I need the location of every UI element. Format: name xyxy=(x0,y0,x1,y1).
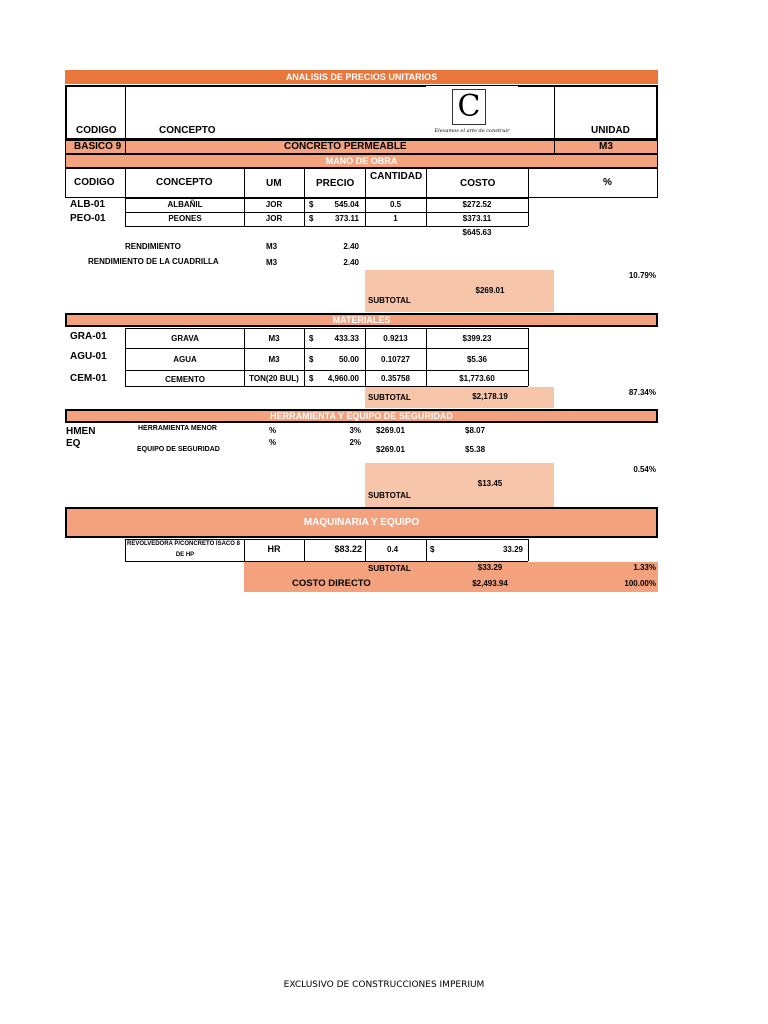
machinery-subtotal-label: SUBTOTAL xyxy=(368,564,411,573)
mat-row-3-concept: CEMENTO xyxy=(165,375,205,384)
machinery-concept-line-1: REVOLVEDORA P/CONCRETO ISACO 8 xyxy=(127,541,240,547)
labor-row-1-price: 545.04 xyxy=(334,200,359,209)
item-code: BASICO 9 xyxy=(74,141,122,152)
materials-section-title: MATERIALES xyxy=(65,313,658,327)
tools-section-title: HERRAMIENTA Y EQUIPO DE SEGURIDAD xyxy=(65,409,658,423)
tools-row-2-concept: EQUIPO DE SEGURIDAD xyxy=(137,446,220,453)
machinery-cost: 33.29 xyxy=(502,545,523,554)
rendimiento-value: 2.40 xyxy=(343,242,359,251)
machinery-pct: 1.33% xyxy=(633,563,656,572)
mat-row-1-code: GRA-01 xyxy=(70,331,107,342)
col-um: UM xyxy=(266,178,282,189)
cuadrilla-unit: M3 xyxy=(266,258,278,267)
mat-row-3-price: 4,960.00 xyxy=(327,374,359,383)
mat-row-3-cost: $1,773.60 xyxy=(459,374,495,383)
col-codigo: CODIGO xyxy=(74,177,115,188)
tools-pct: 0.54% xyxy=(633,465,656,474)
labor-row-1-concept: ALBAÑIL xyxy=(167,200,203,209)
col-cantidad: CANTIDAD xyxy=(370,171,423,182)
tools-row-1-um: % xyxy=(269,426,277,435)
mat-row-3-qty: 0.35758 xyxy=(381,374,410,383)
mat-row-1-currency: $ xyxy=(309,334,314,343)
direct-cost-value: $2,493.94 xyxy=(472,579,508,588)
labor-row-2-um: JOR xyxy=(265,214,283,223)
item-unit: M3 xyxy=(599,141,613,152)
company-logo xyxy=(426,86,518,138)
labor-row-2-currency: $ xyxy=(309,214,314,223)
machinery-qty: 0.4 xyxy=(387,545,399,554)
tools-row-2-base: $269.01 xyxy=(376,445,405,454)
tools-row-1-cost: $8.07 xyxy=(465,426,486,435)
tools-code-1: HMEN xyxy=(66,426,96,437)
direct-cost-label: COSTO DIRECTO xyxy=(292,578,371,589)
labor-subtotal-label: SUBTOTAL xyxy=(368,296,411,305)
labor-row-1-qty: 0.5 xyxy=(389,200,402,209)
header-unidad: UNIDAD xyxy=(591,125,630,136)
tools-row-2-rate: 2% xyxy=(349,438,361,447)
labor-row-1-um: JOR xyxy=(265,200,283,209)
direct-cost-pct: 100.00% xyxy=(624,579,656,588)
labor-pct: 10.79% xyxy=(628,271,656,280)
tools-row-1-concept: HERRAMIENTA MENOR xyxy=(138,425,217,432)
mat-row-1-cost: $399.23 xyxy=(462,334,492,343)
rendimiento-label: RENDIMIENTO xyxy=(125,242,181,251)
labor-row-1-cost: $272.52 xyxy=(462,200,492,209)
tools-row-1-rate: 3% xyxy=(349,426,361,435)
tools-code-2: EQ xyxy=(66,438,81,449)
materials-subtotal: $2,178.19 xyxy=(472,392,508,401)
mat-row-2-um: M3 xyxy=(268,355,280,364)
labor-row-2-concept: PEONES xyxy=(168,214,202,223)
machinery-section-title: MAQUINARIA Y EQUIPO xyxy=(65,507,658,538)
cuadrilla-value: 2.40 xyxy=(343,258,359,267)
cuadrilla-label: RENDIMIENTO DE LA CUADRILLA xyxy=(88,257,219,266)
logo-tagline: Elevamos el arte de construir xyxy=(434,128,510,134)
machinery-subtotal: $33.29 xyxy=(477,563,503,572)
materials-subtotal-label: SUBTOTAL xyxy=(368,393,411,402)
mat-row-3-code: CEM-01 xyxy=(70,373,107,384)
col-precio: PRECIO xyxy=(316,178,355,189)
header-codigo: CODIGO xyxy=(76,125,117,136)
mat-row-2-concept: AGUA xyxy=(173,355,197,364)
col-pct: % xyxy=(603,177,612,188)
labor-row-2-qty: 1 xyxy=(393,214,398,223)
footer-text: EXCLUSIVO DE CONSTRUCCIONES IMPERIUM xyxy=(283,980,485,990)
mat-row-2-qty: 0.10727 xyxy=(381,355,410,364)
mat-row-1-qty: 0.9213 xyxy=(383,334,408,343)
labor-total: $645.63 xyxy=(462,228,492,237)
mat-row-1-price: 433.33 xyxy=(334,334,359,343)
col-costo: COSTO xyxy=(460,178,496,189)
labor-subtotal: $269.01 xyxy=(475,286,505,295)
header-box xyxy=(65,85,658,140)
machinery-price: $83.22 xyxy=(334,544,362,554)
logo-letters: C xyxy=(457,89,481,124)
labor-section-title: MANO DE OBRA xyxy=(65,154,658,168)
mat-row-3-currency: $ xyxy=(309,374,314,383)
mat-row-1-um: M3 xyxy=(268,334,280,343)
mat-row-1-concept: GRAVA xyxy=(171,334,199,343)
mat-row-2-currency: $ xyxy=(309,355,314,364)
machinery-um: HR xyxy=(267,544,281,554)
sheet-title: ANALISIS DE PRECIOS UNITARIOS xyxy=(65,70,658,84)
col-concepto: CONCEPTO xyxy=(156,177,213,188)
tools-row-1-base: $269.01 xyxy=(376,426,405,435)
header-concepto: CONCEPTO xyxy=(159,125,216,136)
labor-column-headers xyxy=(65,168,658,198)
mat-row-3-um: TON(20 BUL) xyxy=(249,374,299,383)
tools-subtotal: $13.45 xyxy=(477,479,503,488)
mat-row-2-price: 50.00 xyxy=(338,355,359,364)
item-name: CONCRETO PERMEABLE xyxy=(284,141,407,152)
labor-row-1-currency: $ xyxy=(309,200,314,209)
materials-pct: 87.34% xyxy=(628,388,656,397)
machinery-currency: $ xyxy=(430,545,435,554)
tools-row-2-cost: $5.38 xyxy=(465,445,486,454)
tools-row-2-um: % xyxy=(269,438,277,447)
labor-row-2-price: 373.11 xyxy=(334,214,359,223)
labor-row-2-cost: $373.11 xyxy=(462,214,492,223)
labor-row-2-code: PEO-01 xyxy=(70,213,106,224)
tools-subtotal-label: SUBTOTAL xyxy=(368,491,411,500)
machinery-concept-line-2: DE HP xyxy=(175,552,195,558)
mat-row-2-cost: $5.36 xyxy=(466,355,488,364)
labor-row-1-code: ALB-01 xyxy=(70,199,106,210)
mat-row-2-code: AGU-01 xyxy=(70,351,107,362)
rendimiento-unit: M3 xyxy=(266,242,278,251)
